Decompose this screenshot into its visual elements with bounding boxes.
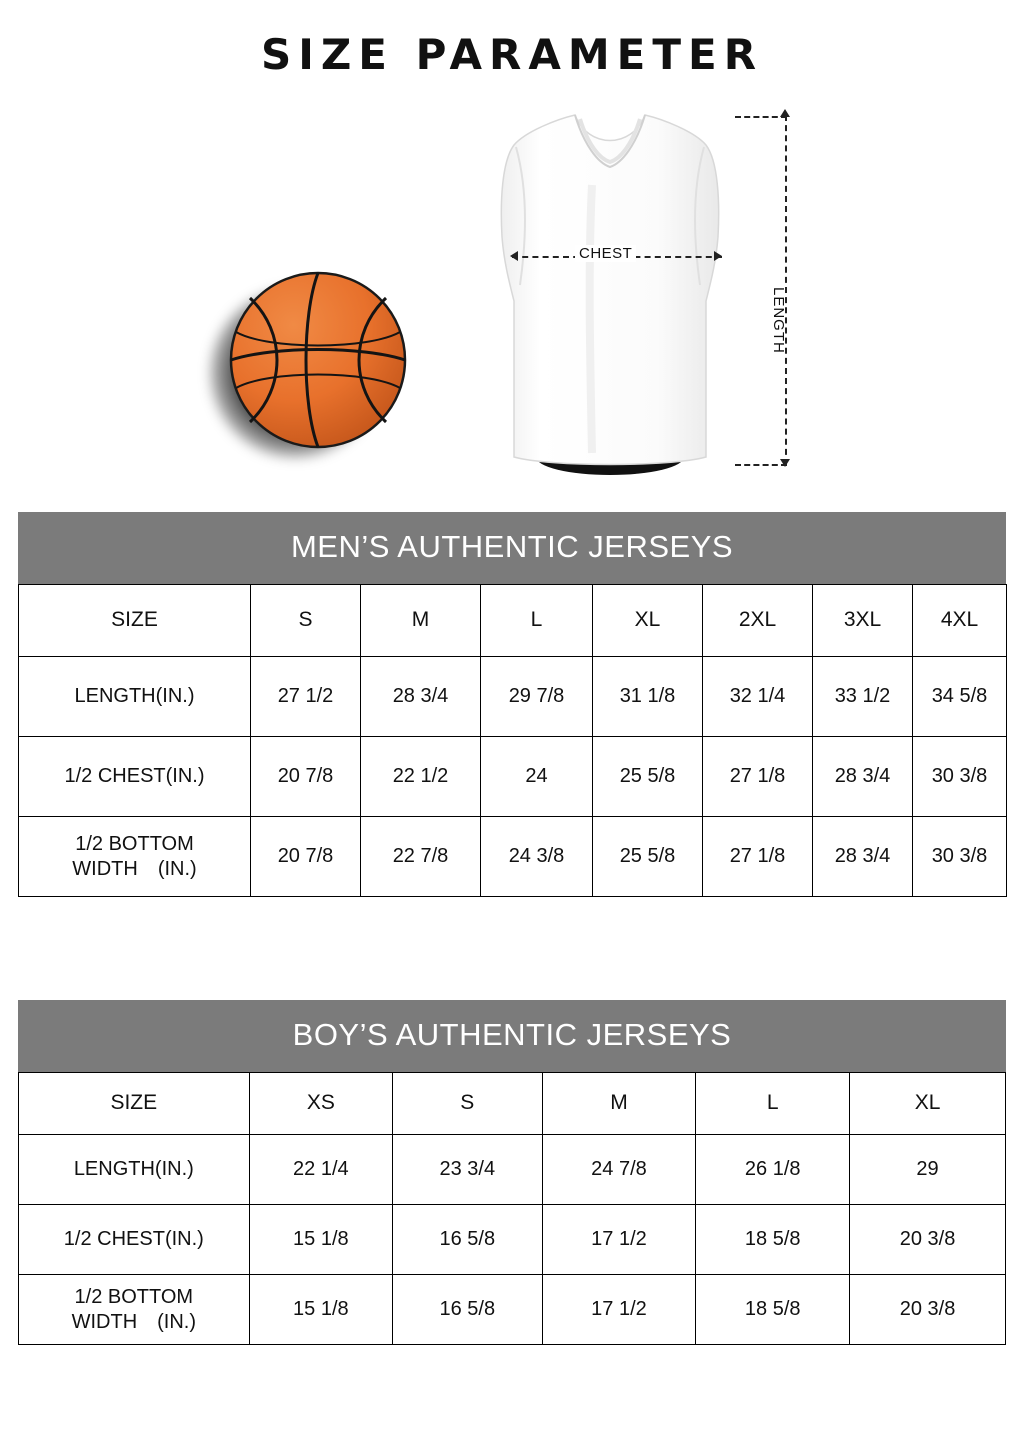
table-cell: 20 3/8: [850, 1205, 1006, 1275]
table-cell: 28 3/4: [813, 737, 913, 817]
page-title: SIZE PARAMETER: [260, 30, 764, 79]
mens-table-heading: MEN’S AUTHENTIC JERSEYS: [18, 512, 1006, 584]
table-cell: 33 1/2: [813, 657, 913, 737]
table-cell: 27 1/8: [703, 817, 813, 897]
table-row: [19, 657, 1007, 737]
table-cell: 20 3/8: [850, 1275, 1006, 1345]
table-row: [19, 585, 1007, 657]
column-header: 2XL: [703, 585, 813, 657]
basketball-svg: [228, 270, 408, 450]
length-guide-top-tick: [735, 116, 787, 118]
column-header: S: [393, 1073, 543, 1135]
table-cell: 15 1/8: [249, 1275, 392, 1345]
column-header: M: [361, 585, 481, 657]
table-row: [19, 1135, 1006, 1205]
table-cell: 16 5/8: [393, 1205, 543, 1275]
table-cell: 23 3/4: [393, 1135, 543, 1205]
table-cell: 17 1/2: [542, 1275, 696, 1345]
table-cell: 17 1/2: [542, 1205, 696, 1275]
row-label: LENGTH(IN.): [19, 657, 251, 737]
row-label-line2: WIDTH (IN.): [72, 857, 197, 880]
table-cell: 29: [850, 1135, 1006, 1205]
column-header: XL: [593, 585, 703, 657]
length-guide-bottom-tick: [735, 464, 787, 466]
table-cell: 20 7/8: [251, 737, 361, 817]
table-cell: 16 5/8: [393, 1275, 543, 1345]
table-row: [19, 1275, 1006, 1345]
chest-guide-arrow-left: [510, 251, 518, 261]
column-header: XS: [249, 1073, 392, 1135]
column-header: L: [696, 1073, 850, 1135]
table-cell: 18 5/8: [696, 1275, 850, 1345]
length-guide-label: LENGTH: [770, 287, 787, 354]
table-cell: 25 5/8: [593, 817, 703, 897]
row-label: 1/2 CHEST(IN.): [19, 737, 251, 817]
mens-size-table-block: [18, 512, 1006, 897]
table-row: [19, 817, 1007, 897]
chest-guide-arrow-right: [714, 251, 722, 261]
mens-size-table: [18, 584, 1007, 897]
row-label-line1: 1/2 BOTTOM: [75, 832, 194, 855]
table-cell: 27 1/2: [251, 657, 361, 737]
row-label: LENGTH(IN.): [19, 1135, 250, 1205]
table-cell: 18 5/8: [696, 1205, 850, 1275]
table-cell: 24: [481, 737, 593, 817]
table-cell: 30 3/8: [913, 737, 1007, 817]
column-header: 3XL: [813, 585, 913, 657]
table-cell: 32 1/4: [703, 657, 813, 737]
column-header: L: [481, 585, 593, 657]
jersey-front-icon: [480, 105, 740, 480]
column-header: SIZE: [19, 585, 251, 657]
table-cell: 34 5/8: [913, 657, 1007, 737]
table-cell: 22 1/4: [249, 1135, 392, 1205]
column-header: M: [542, 1073, 696, 1135]
table-cell: 22 1/2: [361, 737, 481, 817]
table-cell: 22 7/8: [361, 817, 481, 897]
table-row: [19, 1205, 1006, 1275]
product-illustration: [0, 95, 1024, 495]
boys-size-table: [18, 1072, 1006, 1345]
row-label: [19, 817, 251, 897]
basketball-icon: [222, 270, 422, 470]
table-row: [19, 737, 1007, 817]
table-cell: 28 3/4: [813, 817, 913, 897]
row-label: 1/2 CHEST(IN.): [19, 1205, 250, 1275]
column-header: 4XL: [913, 585, 1007, 657]
table-cell: 29 7/8: [481, 657, 593, 737]
table-cell: 30 3/8: [913, 817, 1007, 897]
table-cell: 25 5/8: [593, 737, 703, 817]
table-row: [19, 1073, 1006, 1135]
table-cell: 24 3/8: [481, 817, 593, 897]
column-header: XL: [850, 1073, 1006, 1135]
table-cell: 26 1/8: [696, 1135, 850, 1205]
boys-table-heading: BOY’S AUTHENTIC JERSEYS: [18, 1000, 1006, 1072]
column-header: S: [251, 585, 361, 657]
column-header: SIZE: [19, 1073, 250, 1135]
table-cell: 15 1/8: [249, 1205, 392, 1275]
table-cell: 28 3/4: [361, 657, 481, 737]
table-cell: 20 7/8: [251, 817, 361, 897]
row-label: [19, 1275, 250, 1345]
table-cell: 27 1/8: [703, 737, 813, 817]
chest-guide-label: CHEST: [575, 245, 636, 262]
row-label-line1: 1/2 BOTTOM: [74, 1285, 194, 1308]
boys-size-table-block: [18, 1000, 1006, 1345]
table-cell: 31 1/8: [593, 657, 703, 737]
table-cell: 24 7/8: [542, 1135, 696, 1205]
row-label-line2: WIDTH (IN.): [71, 1310, 197, 1333]
